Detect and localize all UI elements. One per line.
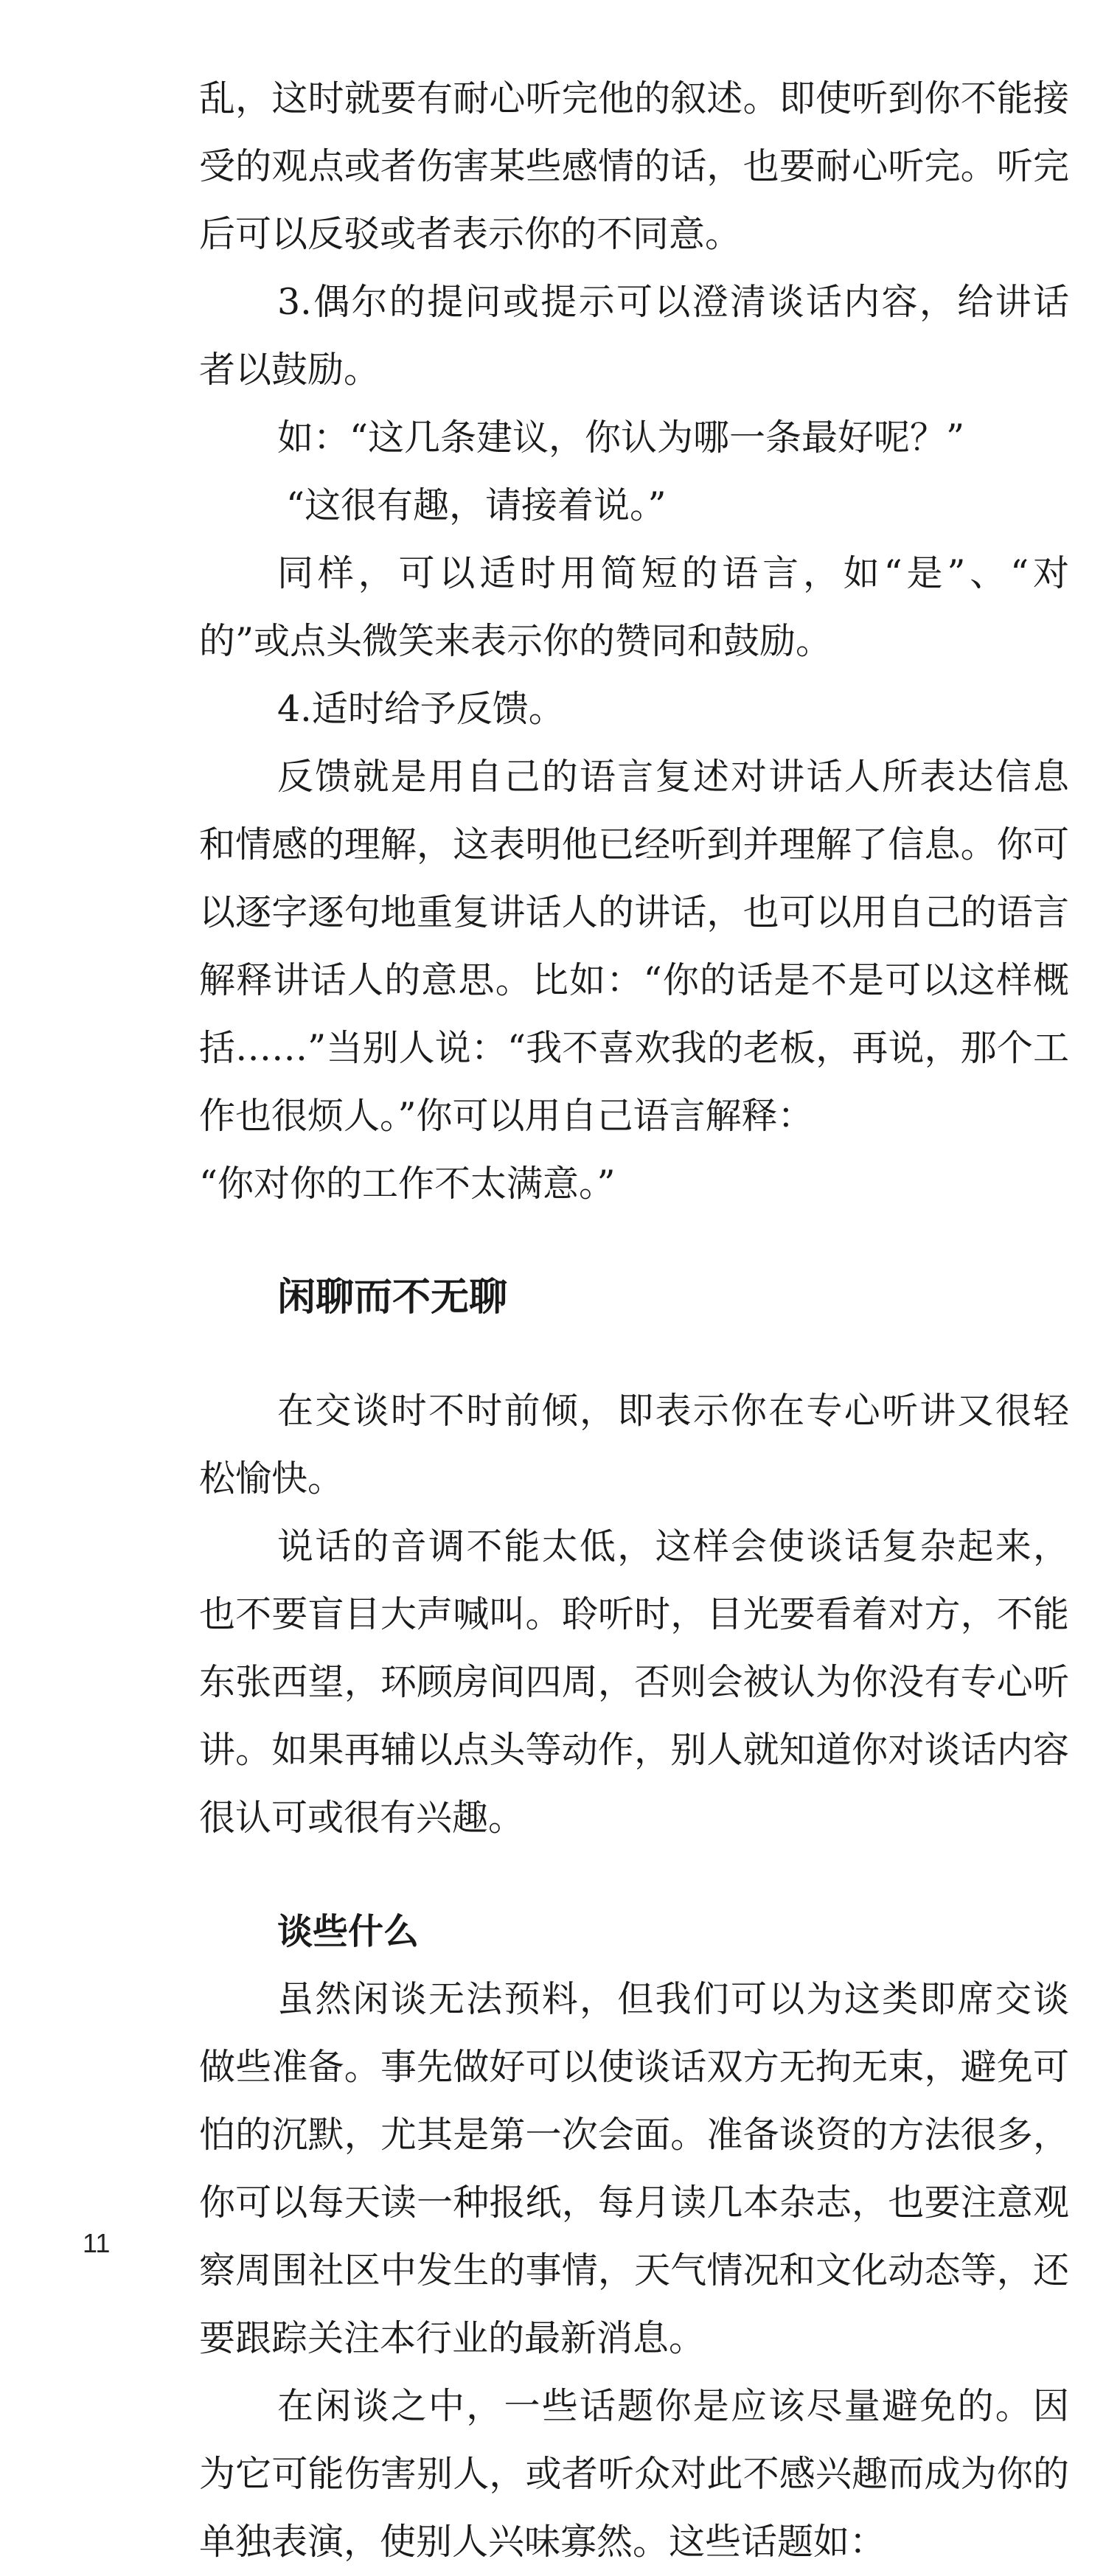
paragraph: 虽然闲谈无法预料，但我们可以为这类即席交谈做些准备。事先做好可以使谈话双方无拘无束，避免可怕的沉默，尤其是第一次会面。准备谈资的方法很多，你可以每天读一种报纸，每月读几本杂志，也要注意观察周围社区中发生的事情，天气情况和文化动态等，还要跟踪关注本行业的最新消息。 bbox=[199, 1978, 1069, 2359]
paragraph: “你对你的工作不太满意。” bbox=[199, 1163, 616, 1205]
spacer bbox=[199, 1852, 1069, 1898]
section-heading: 闲聊而不无聊 bbox=[277, 1275, 508, 1320]
paragraph: 说话的音调不能太低，这样会使谈话复杂起来，也不要盲目大声喊叫。聆听时，目光要看着对方，不能东张西望，环顾房间四周，否则会被认为你没有专心听讲。如果再辅以点头等动作，别人就知道你对谈话内容很认可或很有兴趣。 bbox=[199, 1525, 1069, 1839]
spacer bbox=[199, 1218, 1069, 1264]
page-number: 11 bbox=[83, 2228, 111, 2258]
body-text bbox=[199, 65, 1069, 2576]
paragraph: 4.适时给予反馈。 bbox=[277, 688, 565, 730]
paragraph: 在闲谈之中，一些话题你是应该尽量避免的。因为它可能伤害别人，或者听众对此不感兴趣而成为你的单独表演，使别人兴味寡然。这些话题如： bbox=[199, 2385, 1069, 2563]
paragraph: 在交谈时不时前倾，即表示你在专心听讲又很轻松愉快。 bbox=[199, 1390, 1069, 1500]
sub-heading: 谈些什么 bbox=[277, 1911, 420, 1952]
paragraph: 反馈就是用自己的语言复述对讲话人所表达信息和情感的理解，这表明他已经听到并理解了信息。你可以逐字逐句地重复讲话人的讲话，也可以用自己的语言解释讲话人的意思。比如：“你的话是不是可以这样概括……”当别人说：“我不喜欢我的老板，再说，那个工作也很烦人。”你可以用自己语言解释： bbox=[199, 756, 1069, 1137]
paragraph: 同样，可以适时用简短的语言，如“是”、“对的”或点头微笑来表示你的赞同和鼓励。 bbox=[199, 552, 1069, 662]
spacer bbox=[199, 1331, 1069, 1377]
paragraph: 3.偶尔的提问或提示可以澄清谈话内容，给讲话者以鼓励。 bbox=[199, 281, 1069, 391]
paragraph: “这很有趣，请接着说。” bbox=[286, 484, 667, 526]
paragraph: 如：“这几条建议，你认为哪一条最好呢？” bbox=[277, 417, 965, 459]
paragraph: 乱，这时就要有耐心听完他的叙述。即使听到你不能接受的观点或者伤害某些感情的话，也要耐心听完。听完后可以反驳或者表示你的不同意。 bbox=[199, 77, 1069, 255]
